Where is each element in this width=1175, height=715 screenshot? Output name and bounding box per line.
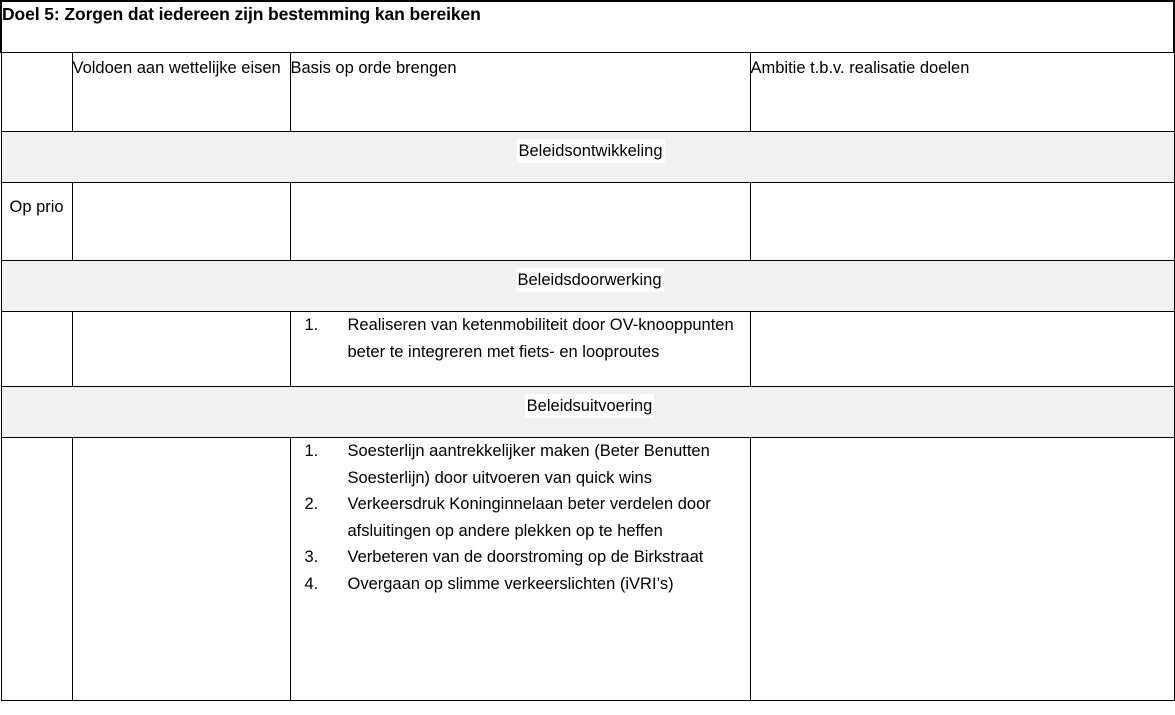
list-item [291, 438, 750, 491]
section-band-label-beleidsdoorwerking: Beleidsdoorwerking [516, 268, 664, 292]
cell-doorwerking-label [1, 312, 72, 387]
goal-title-cell [1, 1, 1174, 53]
cell-op-prio-ambitie [750, 183, 1174, 261]
list-item [291, 312, 750, 365]
list-item-text: Soesterlijn aantrekkelijker maken (Beter Benutten Soesterlijn) door uitvoeren van quick wins [347, 442, 710, 487]
list-item-number: 1. [304, 316, 319, 334]
section-band-row-beleidsontwikkeling [1, 132, 1174, 183]
cell-uitvoering-ambitie [750, 438, 1174, 701]
table-row-beleidsuitvoering [1, 438, 1174, 701]
cell-doorwerking-basis-op-orde [290, 312, 750, 387]
page-title: Doel 5: Zorgen dat iedereen zijn bestemming kan bereiken [2, 4, 481, 24]
row-label-cell-op-prio [1, 183, 72, 261]
list-item-text: Verbeteren van de doorstroming op de Birkstraat [347, 548, 704, 566]
cell-doorwerking-ambitie [750, 312, 1174, 387]
list-item [291, 491, 750, 544]
list-item-number: 1. [304, 442, 319, 460]
list-item-text: Overgaan op slimme verkeerslichten (iVRI’s) [347, 574, 674, 593]
table-row-op-prio [1, 183, 1174, 261]
header-cell-basis-op-orde [290, 53, 750, 132]
numbered-list-doorwerking [291, 312, 750, 365]
list-item [291, 544, 750, 571]
list-item-number: 3. [304, 548, 319, 566]
table-row-beleidsdoorwerking [1, 312, 1174, 387]
row-label-op-prio: Op prio [9, 198, 64, 216]
list-item-number: 4. [304, 574, 319, 593]
numbered-list-uitvoering [291, 438, 750, 597]
section-band-cell-beleidsontwikkeling [1, 132, 1174, 183]
section-band-label-beleidsontwikkeling: Beleidsontwikkeling [517, 139, 665, 163]
cell-doorwerking-wettelijke-eisen [72, 312, 290, 387]
cell-uitvoering-wettelijke-eisen [72, 438, 290, 701]
cell-op-prio-wettelijke-eisen [72, 183, 290, 261]
list-item-text: Verkeersdruk Koninginnelaan beter verdelen door afsluitingen op andere plekken op te heffen [347, 495, 711, 540]
header-label-wettelijke-eisen: Voldoen aan wettelijke eisen [72, 59, 281, 77]
table-title-row [1, 1, 1174, 53]
list-item [291, 571, 750, 598]
header-cell-wettelijke-eisen [72, 53, 290, 132]
section-band-cell-beleidsuitvoering [1, 387, 1174, 438]
section-band-row-beleidsdoorwerking [1, 261, 1174, 312]
header-cell-ambitie [750, 53, 1174, 132]
section-band-label-beleidsuitvoering: Beleidsuitvoering [525, 394, 655, 418]
list-item-text: Realiseren van ketenmobiliteit door OV-knooppunten beter te integreren met fiets- en looproutes [347, 316, 734, 361]
list-item-number: 2. [304, 495, 319, 513]
section-band-cell-beleidsdoorwerking [1, 261, 1174, 312]
header-cell-blank [1, 53, 72, 132]
section-band-row-beleidsuitvoering [1, 387, 1174, 438]
cell-uitvoering-basis-op-orde [290, 438, 750, 701]
header-label-basis-op-orde: Basis op orde brengen [290, 59, 457, 77]
table-header-row [1, 53, 1174, 132]
header-label-ambitie: Ambitie t.b.v. realisatie doelen [750, 59, 970, 77]
cell-uitvoering-label [1, 438, 72, 701]
cell-op-prio-basis-op-orde [290, 183, 750, 261]
